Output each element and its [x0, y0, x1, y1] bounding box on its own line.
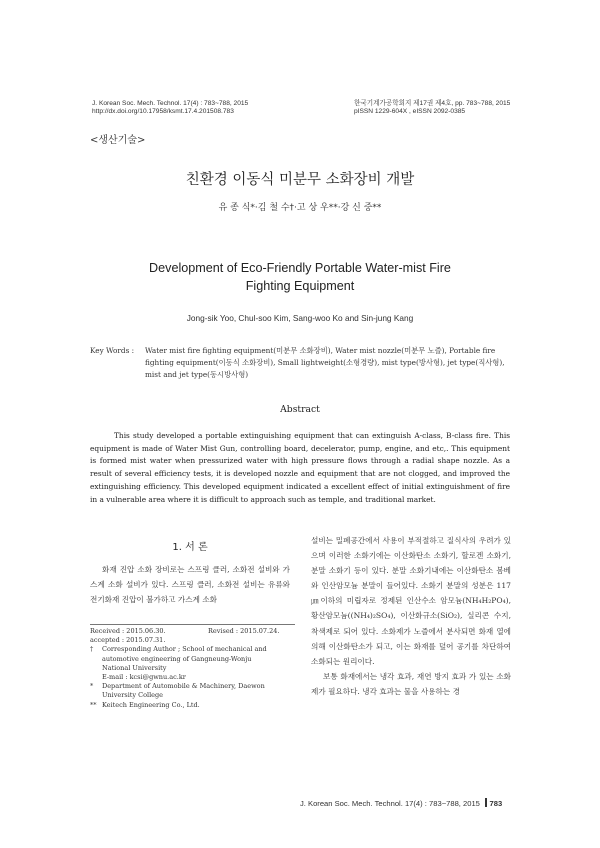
title-en-line-2: Fighting Equipment	[245, 279, 355, 293]
section-label: <생산기술>	[90, 135, 146, 146]
right-column-text	[311, 533, 511, 699]
left-column-text	[90, 562, 290, 607]
corresponding-email[interactable]: E-mail : kcsi@gwnu.ac.kr	[102, 673, 186, 682]
intro-paragraph-2: 설비는 밀폐공간에서 사용이 부적절하고 질식사의 우려가 있으며 이러한 소화기에는 이산화탄소 소화기, 할로겐 소화기, 분말 소화기 등이 있다. 분말 소화기내에는 이산화탄소 봄베와 인산암모늄 분말이 들어있다. 소화기 분말의 성분은 117㎛이하의 미립자로 정제된 인산수소 암모늄(NH₄H₂PO₄), 황산암모늄((NH₄)₂SO₄), 이산화규소(SiO₂), 실리콘 수지, 착색제로 되어 있다. 소화제가 노즐에서 분사되면 화재 열에 의해 이산화탄소가 되고, 이는 화재를 덮어 공기를 차단하여 소화되는 원리이다.	[311, 536, 511, 666]
abstract-body	[90, 430, 510, 506]
paper-title-korean: 친환경 이동식 미분무 소화장비 개발	[185, 172, 415, 188]
journal-citation-korean: 한국기계가공학회지 제17권 제4호, pp. 783~788, 2015	[354, 100, 511, 107]
footnotes: Received : 2015.06.30. Revised : 2015.07.24. accepted : 2015.07.31. † Corresponding Author ; School of mechanical and automotive engineering of Gangneung-Wonju National University E-mail : kcsi@gwnu.ac.kr * Department of Automobile & Machinery, Daewon University College ** Keitech Engineering Co., Ltd.	[90, 624, 295, 710]
page-number: 783	[489, 799, 503, 808]
affiliation-note-2: ** Keitech Engineering Co., Ltd.	[90, 700, 200, 709]
intro-paragraph-1: 화재 진압 소화 장비로는 스프링 클러, 소화전 설비와 가스계 소화 설비가 있다. 스프링 클러, 소화전 설비는 유류와 전기화재 진압이 불가하고 가스계 소화	[90, 565, 290, 605]
authors-english: Jong-sik Yoo, Chul-soo Kim, Sang-woo Ko and Sin-jung Kang	[186, 313, 414, 323]
authors-korean: 유 종 식*·김 철 수†·고 상 우**·강 신 중**	[218, 203, 382, 213]
title-en-line-1: Development of Eco-Friendly Portable Water-mist Fire	[149, 261, 451, 275]
accepted-date: accepted : 2015.07.31.	[90, 636, 166, 645]
footer-citation: J. Korean Soc. Mech. Technol. 17(4) : 783~788, 2015	[300, 799, 480, 808]
page-footer	[300, 798, 502, 808]
keywords-text: Water mist fire fighting equipment(미분무 소화장비), Water mist nozzle(미분무 노즐), Portable fire fighting equipment(이동식 소화장비), Small lightweight(소형경량), mist type(방사형), jet type(직사형), mist and jet type(동시방사형)	[145, 346, 505, 379]
doi-link[interactable]: http://dx.doi.org/10.17958/ksmt.17.4.201508.783	[92, 108, 234, 116]
received-date: Received : 2015.06.30.	[90, 627, 166, 635]
revised-date: Revised : 2015.07.24.	[208, 627, 280, 635]
footer-divider	[485, 798, 487, 807]
intro-paragraph-3: 보통 화재에서는 냉각 효과, 재연 방지 효과 가 있는 소화제가 필요하다. 냉각 효과는 물을 사용하는 경	[311, 671, 511, 696]
dagger-mark: †	[90, 645, 94, 654]
issn-info: pISSN 1229-604X , eISSN 2092-0385	[354, 108, 466, 116]
affiliation-note-1: * Department of Automobile & Machinery, Daewon	[90, 682, 265, 691]
received-date-row	[90, 627, 295, 636]
abstract-heading: Abstract	[280, 404, 320, 415]
running-header-right	[354, 100, 510, 117]
double-star-mark: **	[90, 700, 97, 709]
keywords-label: Key Words :	[90, 346, 135, 355]
abstract-paragraph: This study developed a portable extinguishing equipment that can extinguish A-class, B-class fire. This equipment is made of Water Mist Gun, controlling board, decelerator, pump, engine, and etc,. This equipment is formed mist water when pressurized water with high pressure flows through a radial shape nozzle. As a result of several efficiency tests, it is developed nozzle and equipment that are not clogged, and improved the extinguishing efficiency. This developed equipment indicated a excellent effect of initial extinguishment of fire in a vulnerable area where it is difficult to approach such as temple, and traditional market.	[90, 431, 510, 504]
star-mark: *	[90, 682, 94, 691]
running-header-left	[92, 100, 248, 117]
paper-title-english	[0, 259, 600, 295]
section-heading-introduction: 1. 서 론	[172, 542, 208, 553]
journal-citation: J. Korean Soc. Mech. Technol. 17(4) : 783~788, 2015	[92, 100, 249, 107]
corresponding-author-note: † Corresponding Author ; School of mechanical and	[90, 645, 267, 654]
